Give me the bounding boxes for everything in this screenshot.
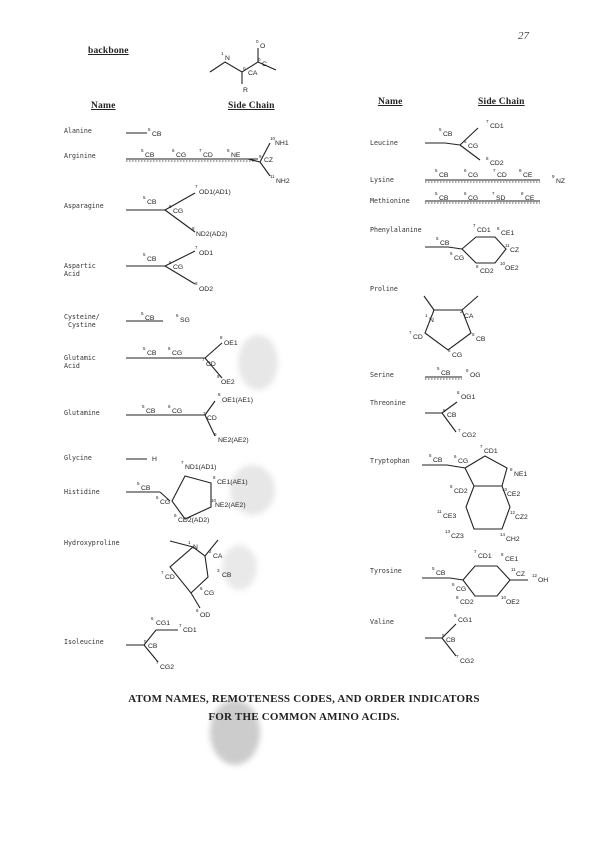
svg-text:CD2: CD2 (480, 268, 494, 275)
svg-text:5: 5 (432, 566, 435, 571)
svg-text:5: 5 (443, 408, 446, 413)
aa-name-methionine: Methionine (370, 197, 410, 205)
svg-text:CZ: CZ (510, 247, 520, 254)
svg-text:OE1: OE1 (224, 340, 238, 347)
svg-text:CA: CA (248, 70, 258, 77)
aa-name-leucine: Leucine (370, 139, 398, 147)
svg-text:CG2: CG2 (462, 432, 476, 439)
svg-text:CB: CB (446, 637, 456, 644)
aa-name-alanine: Alanine (64, 127, 92, 135)
svg-text:5: 5 (148, 127, 151, 132)
svg-text:CB: CB (433, 457, 443, 464)
svg-text:7: 7 (458, 428, 461, 433)
svg-text:1: 1 (221, 51, 224, 56)
svg-text:6: 6 (464, 168, 467, 173)
svg-text:6: 6 (172, 148, 175, 153)
svg-text:8: 8 (227, 148, 230, 153)
svg-text:OG1: OG1 (461, 394, 476, 401)
svg-text:NE2(AE2): NE2(AE2) (218, 437, 249, 444)
svg-text:7: 7 (473, 223, 476, 228)
svg-text:7: 7 (199, 148, 202, 153)
svg-text:CB: CB (476, 336, 486, 343)
svg-text:CG: CG (452, 352, 463, 359)
svg-text:OH: OH (538, 577, 549, 584)
svg-text:5: 5 (435, 168, 438, 173)
svg-text:O: O (260, 43, 266, 50)
svg-text:CB: CB (222, 572, 232, 579)
aa-name-hydroxyproline: Hydroxyproline (64, 539, 120, 547)
svg-text:7: 7 (480, 444, 483, 449)
aa-name-serine: Serine (370, 371, 394, 379)
svg-text:OD1: OD1 (199, 250, 213, 257)
right-side-chain-header: Side Chain (478, 97, 525, 107)
aa-name-isoleucine: Isoleucine (64, 638, 104, 646)
svg-text:CG2: CG2 (160, 664, 174, 671)
svg-text:11: 11 (270, 174, 275, 179)
svg-text:H: H (152, 456, 157, 463)
svg-text:CG: CG (173, 264, 184, 271)
svg-text:CD: CD (497, 172, 507, 179)
svg-text:6: 6 (169, 204, 172, 209)
svg-text:8: 8 (476, 264, 479, 269)
svg-text:5: 5 (143, 195, 146, 200)
svg-text:13: 13 (445, 529, 451, 534)
svg-text:CG: CG (454, 255, 465, 262)
figure-caption-line-2: FOR THE COMMON AMINO ACIDS. (208, 711, 400, 723)
svg-text:CE3: CE3 (443, 513, 457, 520)
aa-name-phenylalanine: Phenylalanine (370, 226, 422, 234)
svg-text:6: 6 (200, 586, 203, 591)
figure-caption-line-1: ATOM NAMES, REMOTENESS CODES, AND ORDER INDICATORS (128, 693, 480, 705)
svg-text:CD2: CD2 (460, 599, 474, 606)
svg-text:CB: CB (443, 131, 453, 138)
svg-text:CB: CB (145, 315, 155, 322)
svg-text:5: 5 (435, 191, 438, 196)
svg-text:CB: CB (147, 256, 157, 263)
svg-text:OE2: OE2 (221, 379, 235, 386)
svg-text:CD1: CD1 (478, 553, 492, 560)
svg-text:6: 6 (169, 260, 172, 265)
svg-text:5: 5 (429, 453, 432, 458)
svg-text:7: 7 (492, 191, 495, 196)
svg-text:CD: CD (203, 152, 213, 159)
svg-text:9: 9 (217, 374, 220, 379)
svg-text:7: 7 (202, 357, 205, 362)
svg-text:8: 8 (519, 168, 522, 173)
svg-text:9: 9 (552, 174, 555, 179)
svg-text:CD1: CD1 (477, 227, 491, 234)
svg-text:6: 6 (452, 582, 455, 587)
aa-name-lysine: Lysine (370, 176, 394, 184)
aa-name-cysteine: Cysteine/ Cystine (64, 313, 100, 329)
svg-text:CD2(AD2): CD2(AD2) (178, 517, 210, 524)
aa-name-threonine: Threonine (370, 399, 406, 407)
svg-text:8: 8 (213, 475, 216, 480)
svg-text:CB: CB (439, 195, 449, 202)
svg-text:CD2: CD2 (454, 488, 468, 495)
svg-text:CB: CB (141, 485, 151, 492)
svg-text:2: 2 (209, 549, 212, 554)
svg-text:CB: CB (146, 408, 156, 415)
svg-text:ND1(AD1): ND1(AD1) (185, 464, 217, 471)
svg-text:C: C (262, 61, 267, 68)
svg-text:6: 6 (466, 368, 469, 373)
aa-name-glycine: Glycine (64, 454, 92, 462)
svg-text:6: 6 (168, 346, 171, 351)
svg-text:5: 5 (143, 252, 146, 257)
svg-text:11: 11 (505, 243, 510, 248)
svg-text:9: 9 (214, 432, 217, 437)
svg-text:CZ3: CZ3 (451, 533, 464, 540)
svg-text:14: 14 (500, 532, 506, 537)
svg-text:SG: SG (180, 317, 190, 324)
svg-text:OE2: OE2 (506, 599, 520, 606)
svg-text:CZ2: CZ2 (515, 514, 528, 521)
svg-text:CD1: CD1 (484, 448, 498, 455)
svg-text:CE1(AE1): CE1(AE1) (217, 479, 248, 486)
svg-text:7: 7 (156, 660, 159, 665)
svg-text:CB: CB (447, 412, 457, 419)
svg-text:12: 12 (510, 510, 516, 515)
svg-text:3: 3 (217, 568, 220, 573)
svg-text:8: 8 (450, 484, 453, 489)
svg-text:6: 6 (454, 454, 457, 459)
svg-text:5: 5 (142, 404, 145, 409)
svg-text:OD1(AD1): OD1(AD1) (199, 189, 231, 196)
svg-text:CG: CG (456, 586, 467, 593)
svg-text:6: 6 (457, 390, 460, 395)
svg-text:2: 2 (460, 309, 463, 314)
svg-text:OE2: OE2 (505, 265, 519, 272)
aa-name-glutamic-acid: Glutamic Acid (64, 354, 96, 370)
right-name-header: Name (378, 97, 403, 107)
svg-text:CE1: CE1 (501, 230, 515, 237)
svg-text:6: 6 (151, 616, 154, 621)
aa-name-glutamine: Glutamine (64, 409, 100, 417)
svg-text:CE: CE (525, 195, 535, 202)
svg-text:9: 9 (174, 513, 177, 518)
svg-text:8: 8 (192, 226, 195, 231)
svg-text:6: 6 (196, 608, 199, 613)
svg-text:OG: OG (470, 372, 481, 379)
svg-text:10: 10 (502, 487, 508, 492)
aa-name-aspartic-acid: Aspartic Acid (64, 262, 96, 278)
svg-text:7: 7 (409, 330, 412, 335)
svg-text:6: 6 (450, 251, 453, 256)
svg-text:7: 7 (474, 549, 477, 554)
svg-text:N: N (225, 55, 230, 62)
svg-text:1: 1 (188, 540, 191, 545)
svg-text:CE: CE (523, 172, 533, 179)
svg-text:8: 8 (501, 552, 504, 557)
svg-text:NH2: NH2 (276, 178, 290, 185)
svg-text:5: 5 (436, 236, 439, 241)
svg-text:7: 7 (456, 654, 459, 659)
svg-text:8: 8 (497, 226, 500, 231)
svg-text:6: 6 (454, 613, 457, 618)
aa-name-valine: Valine (370, 618, 394, 626)
svg-text:CD: CD (207, 415, 217, 422)
aa-name-asparagine: Asparagine (64, 202, 104, 210)
svg-text:8: 8 (456, 595, 459, 600)
svg-text:CA: CA (464, 313, 474, 320)
svg-text:CZ: CZ (516, 571, 526, 578)
backbone-label: backbone (88, 46, 129, 56)
aa-name-tyrosine: Tyrosine (370, 567, 402, 575)
svg-text:CB: CB (148, 643, 158, 650)
svg-text:7: 7 (181, 460, 184, 465)
svg-text:0: 0 (258, 57, 261, 62)
svg-text:5: 5 (137, 481, 140, 486)
svg-text:6: 6 (176, 313, 179, 318)
svg-text:CG: CG (176, 152, 187, 159)
svg-text:N: N (429, 317, 434, 324)
svg-text:8: 8 (510, 467, 513, 472)
svg-text:7: 7 (195, 184, 198, 189)
svg-text:CE2: CE2 (507, 491, 521, 498)
svg-text:CG: CG (204, 590, 215, 597)
svg-text:7: 7 (493, 168, 496, 173)
svg-text:5: 5 (143, 346, 146, 351)
svg-text:7: 7 (161, 570, 164, 575)
svg-text:CD2: CD2 (490, 160, 504, 167)
svg-text:7: 7 (203, 411, 206, 416)
svg-text:6: 6 (464, 191, 467, 196)
svg-text:8: 8 (218, 392, 221, 397)
svg-text:NE1: NE1 (514, 471, 528, 478)
svg-text:5: 5 (141, 311, 144, 316)
svg-text:6: 6 (156, 495, 159, 500)
svg-text:8: 8 (220, 335, 223, 340)
svg-text:N: N (193, 544, 198, 551)
svg-text:5: 5 (437, 366, 440, 371)
svg-text:7: 7 (179, 623, 182, 628)
svg-text:CB: CB (147, 199, 157, 206)
svg-text:NH1: NH1 (275, 140, 289, 147)
aa-name-tryptophan: Tryptophan (370, 457, 410, 465)
svg-text:1: 1 (425, 313, 428, 318)
svg-text:CG: CG (160, 499, 171, 506)
svg-text:11: 11 (437, 509, 442, 514)
svg-text:ND2(AD2): ND2(AD2) (196, 231, 228, 238)
svg-text:CB: CB (145, 152, 155, 159)
svg-text:6: 6 (464, 139, 467, 144)
svg-text:OD: OD (200, 612, 211, 619)
svg-text:CG: CG (468, 143, 479, 150)
svg-text:10: 10 (211, 498, 217, 503)
aa-name-arginine: Arginine (64, 152, 96, 160)
svg-text:CD1: CD1 (183, 627, 197, 634)
page-number: 27 (518, 30, 529, 42)
aa-name-proline: Proline (370, 285, 398, 293)
svg-text:8: 8 (195, 281, 198, 286)
svg-text:0: 0 (243, 66, 246, 71)
svg-text:CD1: CD1 (490, 123, 504, 130)
svg-text:0: 0 (256, 39, 259, 44)
svg-text:NE2(AE2): NE2(AE2) (215, 502, 246, 509)
svg-text:5: 5 (439, 127, 442, 132)
svg-text:NE: NE (231, 152, 241, 159)
svg-text:CG2: CG2 (460, 658, 474, 665)
svg-text:10: 10 (501, 595, 507, 600)
backbone-structure (210, 39, 276, 94)
svg-text:CB: CB (439, 172, 449, 179)
svg-text:CE1: CE1 (505, 556, 519, 563)
svg-text:7: 7 (486, 119, 489, 124)
svg-text:10: 10 (270, 136, 276, 141)
svg-text:CB: CB (440, 240, 450, 247)
svg-text:12: 12 (532, 573, 538, 578)
svg-text:7: 7 (195, 245, 198, 250)
svg-text:8: 8 (486, 156, 489, 161)
svg-text:CZ: CZ (264, 157, 274, 164)
svg-text:NZ: NZ (556, 178, 566, 185)
svg-text:CG1: CG1 (156, 620, 170, 627)
svg-text:CH2: CH2 (506, 536, 520, 543)
svg-text:CB: CB (152, 131, 162, 138)
svg-text:5: 5 (442, 633, 445, 638)
svg-text:5: 5 (141, 148, 144, 153)
svg-text:5: 5 (144, 639, 147, 644)
svg-text:SD: SD (496, 195, 506, 202)
svg-text:CG: CG (172, 350, 183, 357)
svg-text:6: 6 (168, 404, 171, 409)
svg-text:CB: CB (436, 570, 446, 577)
svg-text:6: 6 (448, 348, 451, 353)
svg-text:11: 11 (511, 567, 516, 572)
svg-text:CA: CA (213, 553, 223, 560)
left-side-chain-header: Side Chain (228, 101, 275, 111)
svg-text:CG: CG (172, 408, 183, 415)
svg-text:CB: CB (147, 350, 157, 357)
svg-text:CD: CD (413, 334, 423, 341)
left-name-header: Name (91, 101, 116, 111)
svg-text:CG: CG (458, 458, 469, 465)
svg-text:CD: CD (165, 574, 175, 581)
svg-text:R: R (243, 87, 248, 94)
svg-text:OD2: OD2 (199, 286, 213, 293)
svg-text:CD: CD (206, 361, 216, 368)
svg-text:5: 5 (472, 332, 475, 337)
svg-text:CG1: CG1 (458, 617, 472, 624)
aa-name-histidine: Histidine (64, 488, 100, 496)
svg-text:OE1(AE1): OE1(AE1) (222, 397, 253, 404)
svg-text:CG: CG (468, 172, 479, 179)
svg-text:CG: CG (468, 195, 479, 202)
svg-text:10: 10 (500, 261, 506, 266)
svg-text:CG: CG (173, 208, 184, 215)
svg-text:CB: CB (441, 370, 451, 377)
svg-text:9: 9 (259, 154, 262, 159)
svg-text:8: 8 (521, 191, 524, 196)
